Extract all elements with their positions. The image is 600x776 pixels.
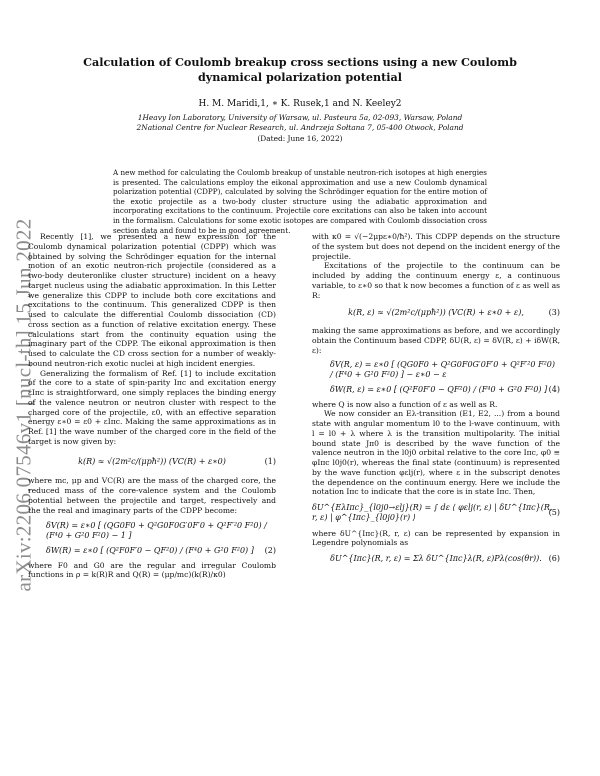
paragraph: where Q is now also a function of ε as well as R. (312, 399, 498, 409)
equation-1: k(R) ≈ √(2m²c/(μpħ²)) (VC(R) + ε∗0) (1) (78, 456, 276, 466)
right-column (312, 232, 560, 570)
equation-6: δU^{Iπc}(R, r, ε) = Σλ δU^{Iπc}λ(R, ε)Pλ(cos(θr)). (6) (330, 554, 560, 563)
equation-4b: δW(R, ε) = ε∗0 [ (Q²F0F′0 − QF²0) / (F⁴0 + G²0 F²0) ] (4) (330, 384, 560, 394)
equation-number: (5) (548, 507, 560, 517)
equation-5: δU^{EλIπc}_{l0j0→εlj}(R) = ∫ dε ⟨ φεlj(r, ε) | δU^{Iπc}(R, r, ε) | φ^{Iπc}_{l0j0}(r) ⟩ (5) (312, 503, 560, 522)
paragraph: where mc, μp and VC(R) are the mass of the charged core, the reduced mass of the core-valence system and the Coulomb potential between the projectile and target, respectively and the the real and imaginary parts of the CDPP become: (28, 476, 276, 515)
equation-number: (2) (264, 545, 276, 555)
affiliation-2: 2National Centre for Nuclear Research, ul. Andrzeja Sołtana 7, 05-400 Otwock, Poland (136, 123, 464, 132)
equation-3: k(R, ε) ≈ √(2m²c/(μpħ²)) (VC(R) + ε∗0 + ε), (3) (348, 308, 560, 318)
paragraph: making the same approximations as before, and we accordingly obtain the Continuum based CDPP, δU(R, ε) = δV(R, ε) + iδW(R, ε): (312, 326, 560, 355)
equation-number: (6) (548, 554, 560, 563)
left-column (28, 232, 276, 580)
paragraph: where F0 and G0 are the regular and irregular Coulomb functions in ρ = k(R)R and Q(R) = (μp/mc)(k(R)/κ0) (28, 560, 276, 580)
affiliation-1: 1Heavy Ion Laboratory, University of Warsaw, ul. Pasteura 5a, 02-093, Warsaw, Poland (137, 113, 463, 122)
equation-2b: δW(R) = ε∗0 [ (Q²F0F′0 − QF²0) / (F⁴0 + G²0 F²0) ] (2) (46, 545, 276, 555)
paragraph: Recently [1], we presented a new expression for the Coulomb dynamical polarization potential (CDPP) which was obtained by solving the Schrödinger equation for the internal motion of an exotic neutron-rich projectile (considered as a two-body deuteronlike cluster structure) incident on a heavy target nucleus using the adiabatic approximation. In this Letter we generalize this CDPP to include both core excitations and excitations to the continuum. This generalized CDPP is then used to calculate the differential Coulomb dissociation (CD) cross section as a function of relative excitation energy. These calculations start from the continuity equation using the imaginary part of the CDPP. The eikonal approximation is then used to calculate the CD cross section for a number of weakly-bound neutron-rich exotic nuclei at high incident energies. (28, 232, 276, 368)
paper-header (60, 55, 540, 143)
dated: (Dated: June 16, 2022) (257, 134, 343, 143)
equation-2a: δV(R) = ε∗0 [ (QG0F0 + Q²G0F0G′0F′0 + Q²F′²0 F²0) / (F⁴0 + G²0 F²0) − 1 ] (46, 521, 267, 540)
paragraph: We now consider an Eλ-transition (E1, E2, ...) from a bound state with angular momentum l0 to the l-wave continuum, with l = l0 + λ where λ is the transition multipolarity. The initial bound state Jπ0 is described by the wave function of the valence neutron in the l0j0 orbital relative to the core Iπc, φ0 ≡ φIπc l0j0(r), whereas the final state (continuum) is represented by the wave function φεlj(r), where ε in the subscript denotes the dependence on the continuum energy. Here we include the notation Iπc to indicate that the core is in state Iπc. Then, (312, 409, 560, 497)
equation-number: (4) (548, 384, 560, 394)
authors: H. M. Maridi,1, ∗ K. Rusek,1 and N. Keeley2 (198, 99, 402, 109)
arxiv-identifier: arXiv:2206.07546v1 [nucl-th] 15 Jun 2022 (11, 218, 36, 592)
equation-number: (3) (548, 308, 560, 318)
paragraph: where δU^{Iπc}(R, r, ε) can be represented by expansion in Legendre polynomials as (312, 528, 560, 548)
equation-number: (1) (264, 456, 276, 466)
paragraph: with κ0 = √(−2μpε∗0/ħ²). This CDPP depends on the structure of the system but does not depend on the incident energy of the projectile. (312, 232, 560, 261)
paragraph: Excitations of the projectile to the continuum can be included by adding the continuum energy ε, a continuous variable, to ε∗0 so that k now becomes a function of ε as well as R: (312, 261, 560, 300)
abstract: A new method for calculating the Coulomb breakup of unstable neutron-rich isotopes at high energies is presented. The calculations employ the eikonal approximation and use a new Coulomb dynamical polarization potential (CDPP), calculated by solving the Schrödinger equation for the entire motion of the exotic projectile as a two-body cluster structure using the adiabatic approximation and incorporating excitations to the continuum. Projectile core excitations can also be taken into account in the formalism. Calculations for some exotic isotopes are compared with Coulomb dissociation cross section data and found to be in good agreement. (113, 168, 487, 235)
equation-4a: δV(R, ε) = ε∗0 [ (QG0F0 + Q²G0F0G′0F′0 + Q²F′²0 F²0) / (F⁴0 + G²0 F²0) ] − ε∗0 − ε (330, 360, 556, 379)
paragraph: Generalizing the formalism of Ref. [1] to include excitation of the core to a state of spin-parity Iπc and excitation energy εIπc is straightforward, one simply replaces the binding energy of the valence neutron or neutron cluster with respect to the charged core of the projectile, ε0, with an effective separation energy ε∗0 = ε0 + εIπc. Making the same approximations as in Ref. [1] the wave number of the charged core in the field of the target is now given by: (28, 368, 276, 446)
paper-title: Calculation of Coulomb breakup cross sections using a new Coulomb dynamical polarization potential (83, 55, 517, 84)
